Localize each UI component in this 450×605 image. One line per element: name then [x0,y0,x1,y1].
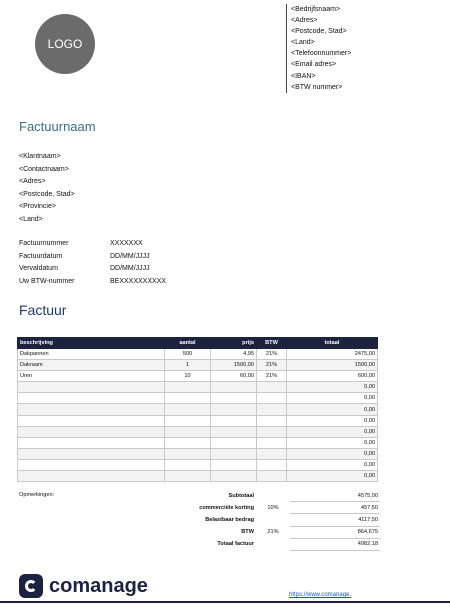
company-country: <Land> [291,39,315,47]
cell-vat: 21% [257,360,287,371]
table-row [18,393,378,404]
cell-total: 0,00 [287,393,378,404]
cell-total: 2475,00 [287,349,378,360]
table-header-row [18,338,378,349]
summary-percentage [256,490,290,502]
website-link[interactable]: https://www.comanage. [289,592,352,598]
client-details [19,151,75,226]
cell-price: 1500,00 [211,360,257,371]
cell-description [18,404,165,415]
comanage-logo-icon [19,574,43,598]
brand-name: comanage [49,574,148,597]
company-address: <Adres> [291,17,318,25]
meta-value: DD/MM/JJJJ [110,252,150,260]
company-name: <Bedrijfsnaam> [291,6,341,13]
cell-vat [257,382,287,393]
remarks-label: Opmerkingen: [19,492,55,498]
meta-row [19,251,166,264]
cell-price [211,415,257,426]
totals-summary [164,490,380,551]
line-items-table [17,337,378,482]
table-row [18,448,378,459]
cell-total: 0,00 [287,404,378,415]
cell-quantity [165,459,211,470]
company-phone: <Telefoonnummer> [291,50,352,58]
summary-percentage [256,514,290,526]
col-header-price: prijs [211,338,257,349]
col-header-quantity: aantal [165,338,211,349]
summary-value: 4982,18 [290,538,380,550]
cell-quantity: 1 [165,360,211,371]
cell-quantity [165,437,211,448]
cell-description [18,437,165,448]
client-contact: <Contactnaam> [19,165,69,173]
summary-percentage: 10% [267,504,279,511]
summary-value: 4575,00 [290,490,380,502]
cell-price [211,382,257,393]
cell-quantity [165,448,211,459]
cell-quantity: 500 [165,349,211,360]
company-vat-number: <BTW nummer> [291,83,343,91]
client-country: <Land> [19,215,43,223]
summary-label: Belastbaar bedrag [205,516,254,523]
cell-description: Dakraam [18,360,165,371]
summary-value: 864,675 [290,526,380,538]
meta-label: Factuurdatum [19,252,63,260]
cell-price [211,459,257,470]
cell-description [18,426,165,437]
cell-vat [257,437,287,448]
table-row [18,360,378,371]
table-row [18,437,378,448]
invoice-name-heading: Factuurnaam [19,119,96,134]
cell-price [211,404,257,415]
summary-row [164,514,380,526]
cell-quantity [165,415,211,426]
cell-price [211,393,257,404]
summary-value: 4117,50 [290,514,380,526]
client-address: <Adres> [19,178,46,185]
cell-total: 0,00 [287,426,378,437]
cell-total: 0,00 [287,437,378,448]
cell-total: 600,00 [287,371,378,382]
table-row [18,471,378,482]
cell-vat [257,459,287,470]
cell-vat [257,471,287,482]
invoice-meta [19,238,166,288]
summary-label: BTW [241,529,254,536]
meta-value: XXXXXXX [110,240,143,247]
invoice-title: Factuur [19,302,67,318]
company-details [286,4,351,93]
footer-divider [0,601,450,603]
meta-value: BEXXXXXXXXXX [110,277,167,285]
table-row [18,426,378,437]
cell-price [211,437,257,448]
cell-vat [257,404,287,415]
cell-vat [257,393,287,404]
col-header-description: beschrijving [18,338,165,349]
summary-row [164,502,380,514]
client-name: <Klantnaam> [19,153,61,160]
summary-label: Totaal factuur [217,541,254,548]
cell-total: 0,00 [287,448,378,459]
summary-label: Subtotaal [228,492,254,499]
meta-label: Factuurnummer [19,240,69,247]
cell-quantity [165,471,211,482]
company-iban: <IBAN> [291,72,316,80]
meta-row [19,238,166,251]
cell-vat: 21% [257,371,287,382]
company-email: <Email adres> [291,61,337,69]
company-postcode-city: <Postcode, Stad> [291,28,347,36]
cell-total: 1500,00 [287,360,378,371]
cell-quantity: 10 [165,371,211,382]
summary-row [164,538,380,550]
cell-quantity [165,382,211,393]
cell-description: Dakpannen [18,349,165,360]
table-row [18,415,378,426]
cell-description [18,415,165,426]
footer-brand [19,574,148,598]
cell-total: 0,00 [287,415,378,426]
cell-total: 0,00 [287,382,378,393]
meta-label: Uw BTW-nummer [19,277,75,285]
summary-percentage: 21% [267,529,279,536]
logo-text: LOGO [47,37,83,51]
table-row [18,404,378,415]
cell-description [18,393,165,404]
summary-value: 457,50 [290,502,380,514]
cell-vat [257,426,287,437]
cell-vat: 21% [257,349,287,360]
cell-quantity [165,393,211,404]
summary-row [164,490,380,502]
table-row [18,349,378,360]
meta-row [19,263,166,276]
cell-description: Uren [18,371,165,382]
cell-description [18,459,165,470]
cell-quantity [165,404,211,415]
meta-label: Vervaldatum [19,265,58,272]
cell-description [18,448,165,459]
meta-value: DD/MM/JJJJ [110,265,150,272]
cell-total: 0,00 [287,459,378,470]
client-postcode-city: <Postcode, Stad> [19,190,75,198]
cell-price: 60,00 [211,371,257,382]
cell-description [18,382,165,393]
summary-label: commerciële korting [199,504,254,511]
cell-vat [257,415,287,426]
cell-total: 0,00 [287,471,378,482]
cell-quantity [165,426,211,437]
meta-row [19,276,166,289]
table-row [18,382,378,393]
summary-percentage [256,538,290,550]
logo-placeholder [35,14,95,74]
summary-row [164,526,380,538]
col-header-vat: BTW [257,338,287,349]
table-row [18,459,378,470]
cell-price: 4,95 [211,349,257,360]
cell-vat [257,448,287,459]
cell-price [211,426,257,437]
table-row [18,371,378,382]
cell-price [211,471,257,482]
col-header-total: totaal [287,338,378,349]
cell-description [18,471,165,482]
cell-price [211,448,257,459]
client-province: <Provincie> [19,203,56,210]
